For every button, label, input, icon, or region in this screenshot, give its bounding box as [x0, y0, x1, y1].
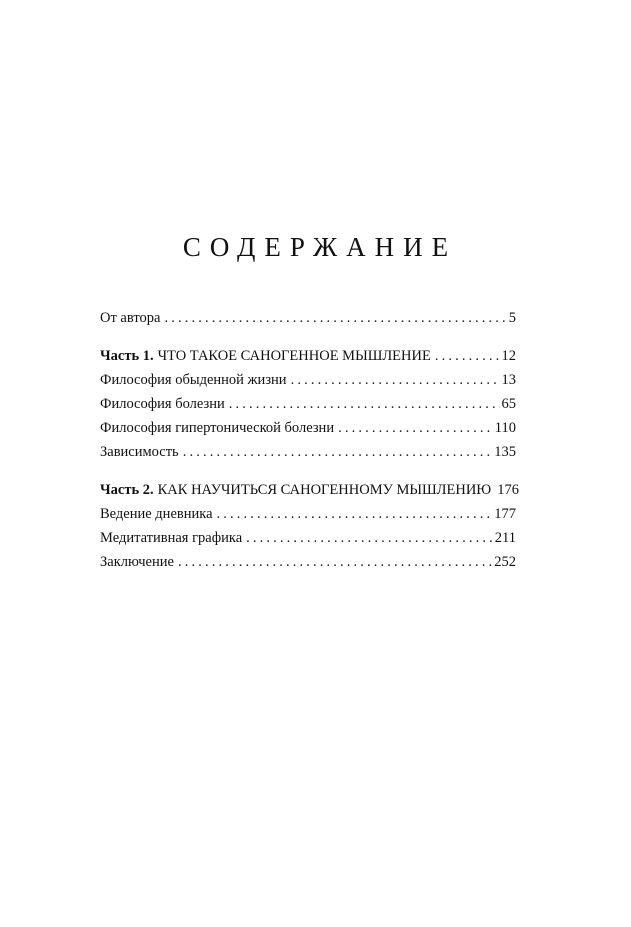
toc-entry-title: Философия обыденной жизни	[100, 372, 287, 388]
toc-entry-title: Философия гипертонической болезни	[100, 420, 335, 436]
part-label: Часть 2.	[100, 482, 154, 498]
toc-entry	[100, 306, 516, 330]
toc-entry	[100, 368, 516, 392]
toc-entry	[100, 526, 516, 550]
toc-entry-page: 211	[494, 530, 516, 546]
toc-entry-page: 5	[508, 310, 516, 326]
dot-leader	[338, 416, 493, 440]
part-label: Часть 1.	[100, 348, 154, 364]
dot-leader	[183, 440, 493, 464]
toc-entry-page: 13	[501, 372, 516, 388]
dot-leader	[229, 392, 500, 416]
toc-entry-title	[100, 478, 491, 502]
toc-entry-title: Философия болезни	[100, 396, 225, 412]
toc-entry-page: 12	[501, 348, 516, 364]
toc-entry-title: Заключение	[100, 554, 174, 570]
toc-entry-title: Ведение дневника	[100, 506, 213, 522]
toc-entry-title	[100, 344, 431, 368]
toc-part-entry	[100, 478, 519, 502]
toc-entry	[100, 550, 516, 574]
toc-entry	[100, 392, 516, 416]
dot-leader	[217, 502, 493, 526]
toc-entry-page: 65	[501, 396, 516, 412]
toc-entry-title: Зависимость	[100, 444, 179, 460]
part-title: ЧТО ТАКОЕ САНОГЕННОЕ МЫШЛЕНИЕ	[157, 348, 431, 364]
toc-entry-title: Медитативная графика	[100, 530, 243, 546]
toc-entry-page: 176	[497, 482, 519, 498]
dot-leader	[291, 368, 500, 392]
dot-leader	[435, 344, 500, 368]
dot-leader	[178, 550, 492, 574]
dot-leader	[246, 526, 493, 550]
part-title: КАК НАУЧИТЬСЯ САНОГЕННОМУ МЫШЛЕНИЮ	[157, 482, 492, 498]
toc-entry-title: От автора	[100, 310, 161, 326]
contents-heading: СОДЕРЖАНИЕ	[182, 232, 458, 262]
toc-entry-page: 135	[494, 444, 516, 460]
toc-entry	[100, 416, 516, 440]
toc-entry-page: 110	[494, 420, 516, 436]
toc-entry	[100, 440, 516, 464]
toc-entry	[100, 502, 516, 526]
dot-leader	[164, 306, 506, 330]
toc-entry-page: 177	[494, 506, 516, 522]
table-of-contents	[100, 306, 519, 574]
toc-part-entry	[100, 344, 516, 368]
toc-entry-page: 252	[494, 554, 516, 570]
